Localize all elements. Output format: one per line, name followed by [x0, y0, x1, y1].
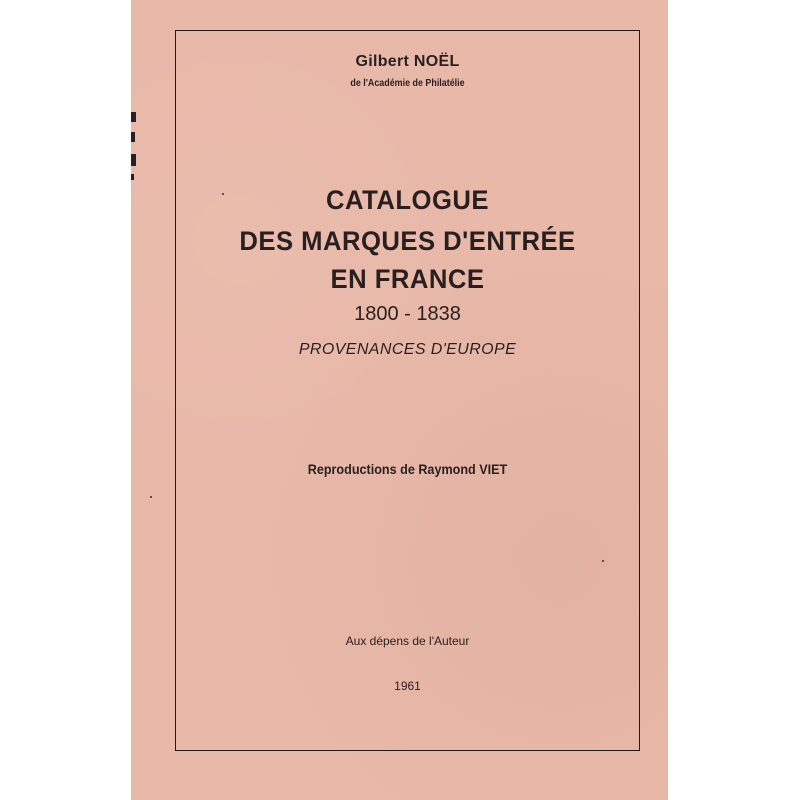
- author-name: Gilbert NOËL: [355, 53, 460, 70]
- title-line-1: CATALOGUE: [326, 185, 489, 215]
- paper-speck: [602, 560, 604, 562]
- spine-ink-marks: [131, 112, 137, 182]
- title-line-3: EN FRANCE: [330, 264, 485, 294]
- author-affiliation: de l'Académie de Philatélie: [350, 77, 465, 89]
- paper-speck: [150, 496, 152, 498]
- publication-year: 1961: [394, 679, 421, 693]
- reproductions-credit: Reproductions de Raymond VIET: [307, 461, 508, 477]
- paper-speck: [222, 193, 224, 195]
- book-cover: [131, 0, 668, 800]
- subtitle: PROVENANCES D'EUROPE: [298, 341, 517, 358]
- publisher-note: Aux dépens de l'Auteur: [345, 634, 470, 648]
- title-line-2: DES MARQUES D'ENTRÉE: [239, 226, 576, 256]
- cover-border-frame: [175, 30, 640, 751]
- year-range: 1800 - 1838: [354, 303, 461, 325]
